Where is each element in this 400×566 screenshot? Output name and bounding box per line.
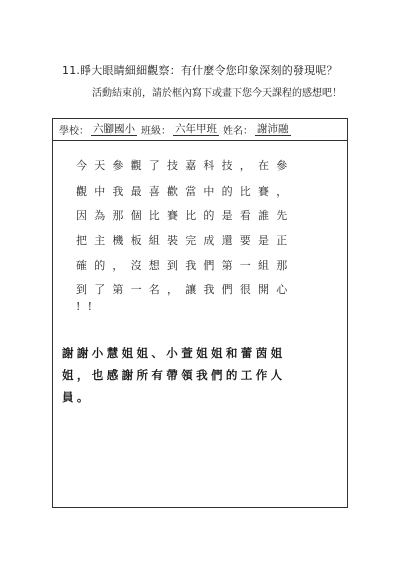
handwriting-line: 觀中我最喜歡當中的比賽， [76,185,295,198]
name-label: 姓名： [223,126,253,137]
school-value: 六腳國小 [93,123,135,135]
handwriting-line: 確的，沒想到我們第一組那 [76,259,295,272]
response-frame [52,118,348,508]
thanks-line: 姐，也感謝所有帶領我們的工作人 [62,368,286,382]
thanks-line: 謝謝小慧姐姐、小萱姐姐和蕾茵姐 [62,346,286,360]
thanks-line: 員。 [62,390,92,404]
student-info-row [53,119,347,141]
question-text: 11.睜大眼睛細細觀察：有什麼令您印象深刻的發現呢？ [62,64,338,77]
handwriting-line: 今天參觀了技嘉科技，在參 [76,159,295,172]
class-label: 班級： [141,126,171,137]
school-label: 學校： [59,126,89,137]
handwriting-line: 把主機板組裝完成還要是正 [76,234,295,247]
class-value: 六年甲班 [175,123,217,135]
handwriting-line: !! [76,300,100,313]
handwriting-line: 因為那個比賽比的是看誰先 [76,209,295,222]
handwriting-line: 到了第一名，讓我們很開心 [76,283,295,296]
name-value: 謝沛融 [257,123,289,135]
instruction-text: 活動結束前，請於框內寫下或畫下您今天課程的感想吧！ [92,88,342,99]
